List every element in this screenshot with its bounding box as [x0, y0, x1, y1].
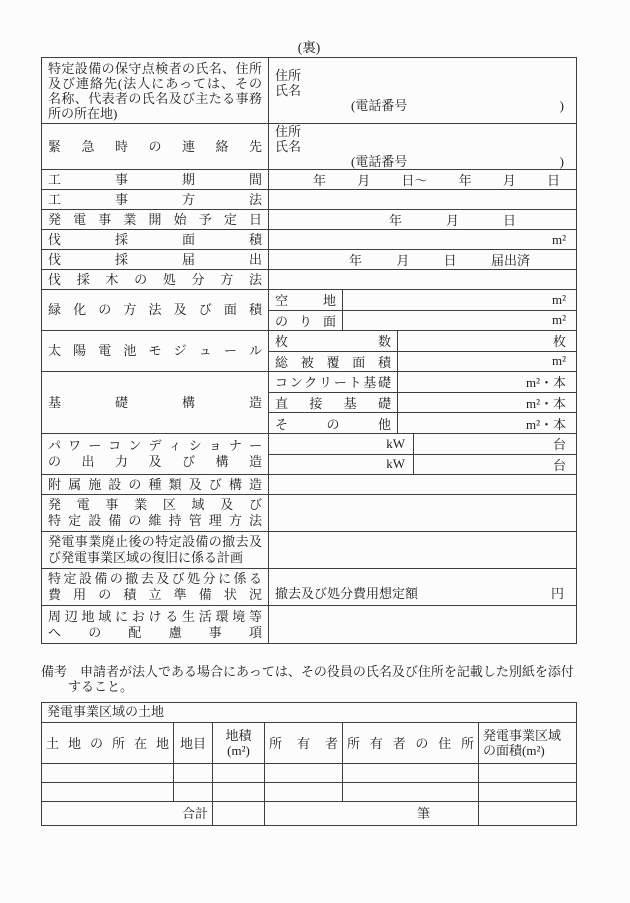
row-attached-facilities [42, 474, 576, 494]
land-table [41, 702, 577, 826]
count-cell [414, 455, 576, 475]
header-parcel-area: 地積 (m²) [213, 723, 265, 763]
sub-value-cell [343, 290, 576, 310]
date-token: 日 [546, 173, 560, 188]
cell-owner [265, 783, 343, 801]
row-maintainer [42, 58, 576, 123]
total-area-cell [213, 802, 265, 825]
row-foundation-structure [42, 371, 576, 433]
greening-sub-table [269, 290, 576, 330]
row-label: 伐 採 木 の 処 分 方 法 [42, 270, 269, 289]
sub-value-cell [343, 311, 576, 331]
date-token: 年 [389, 213, 403, 228]
row-removal-restoration-plan [42, 531, 576, 568]
sub-label: そ の 他 [269, 413, 398, 433]
land-table-footer [42, 801, 576, 825]
row-label: 緊 急 時 の 連 絡 先 [42, 124, 269, 169]
sub-row-unit-1 [269, 434, 576, 454]
sub-label: 空 地 [269, 290, 343, 310]
header-owner: 所 有 者 [265, 723, 343, 763]
row-greening [42, 289, 576, 330]
method-value-cell [269, 190, 576, 209]
cell-parcel-area [213, 764, 265, 782]
row-power-conditioner [42, 433, 576, 474]
unit-label: m²・本 [525, 375, 566, 391]
sub-row-open-land [269, 290, 576, 310]
foundation-sub-table [269, 372, 576, 433]
cost-reserve-value-cell [269, 569, 576, 605]
date-token: 日～ [401, 173, 428, 188]
cell-owner-address [343, 783, 479, 801]
solar-module-sub-table [269, 331, 576, 371]
row-solar-module [42, 330, 576, 371]
total-label: 合計 [42, 802, 213, 825]
cell-category [174, 764, 213, 782]
address-label: 住所 [275, 68, 302, 83]
remarks-note: 備考 申請者が法人である場合にあっては、その役員の氏名及び住所を記載した別紙を添付すること。 [41, 664, 574, 694]
row-construction-period [42, 169, 576, 189]
sub-value-cell [398, 352, 576, 372]
count-unit: 台 [552, 457, 566, 473]
date-token: 月 [502, 173, 516, 188]
row-label: 附 属 施 設 の 種 類 及 び 構 造 [42, 475, 269, 494]
cell-business-area [479, 764, 576, 782]
sub-value-cell [398, 331, 576, 351]
header-category: 地目 [174, 723, 213, 763]
period-value-cell [269, 170, 576, 189]
unit-label: 枚 [552, 334, 566, 350]
kw-cell [269, 434, 414, 454]
row-label: 発 電 事 業 開 始 予 定 日 [42, 210, 269, 229]
removal-plan-value-cell [269, 532, 576, 568]
sub-row-direct [269, 392, 576, 413]
sub-label: 直 接 基 礎 [269, 393, 398, 413]
total-business-area-cell [479, 802, 576, 825]
cell-location [42, 764, 174, 782]
phone-close-paren: ) [559, 98, 564, 113]
row-label: 工 事 期 間 [42, 170, 269, 189]
felling-area-value-cell [269, 230, 576, 249]
row-felling-area [42, 229, 576, 249]
attached-facilities-value-cell [269, 475, 576, 494]
sub-label: 総 被 覆 面 積 [269, 352, 398, 372]
emergency-contact-cell [269, 124, 576, 169]
count-cell [414, 434, 576, 454]
sub-row-slope [269, 310, 576, 331]
row-label: 伐 採 面 積 [42, 230, 269, 249]
count-unit: 台 [552, 437, 566, 453]
kw-unit: kW [386, 435, 405, 451]
header-business-area: 発電事業区域 の面積(m²) [483, 728, 562, 758]
address-label: 住所 [275, 124, 302, 139]
sub-row-unit-2 [269, 454, 576, 475]
sub-row-panel-count [269, 331, 576, 351]
sub-label: の り 面 [269, 311, 343, 331]
phone-line [275, 154, 576, 169]
phone-label: (電話番号 [351, 98, 408, 113]
row-emergency-contact [42, 123, 576, 169]
date-token: 月 [445, 213, 459, 228]
yen-unit: 円 [550, 586, 564, 601]
row-label: 緑 化 の 方 法 及 び 面 積 [42, 290, 269, 330]
environment-value-cell [269, 606, 576, 643]
date-token: 年 [349, 253, 363, 268]
row-felled-tree-disposal [42, 269, 576, 289]
unit-label: m²・本 [525, 416, 566, 432]
sub-value-cell [398, 393, 576, 413]
land-table-header [42, 722, 576, 763]
power-conditioner-sub-table [269, 434, 576, 474]
row-construction-method [42, 189, 576, 209]
cell-parcel-area [213, 783, 265, 801]
area-maintenance-value-cell [269, 495, 576, 531]
cell-category [174, 783, 213, 801]
sub-value-cell [398, 372, 576, 392]
row-business-start-date [42, 209, 576, 229]
cell-business-area [479, 783, 576, 801]
date-token: 月 [357, 173, 371, 188]
cell-location [42, 783, 174, 801]
land-table-row [42, 782, 576, 801]
page-title: (裏) [297, 40, 321, 55]
unit-label: m² [551, 291, 566, 307]
row-label: 特定設備の保守点検者の氏名、住所 及び連絡先(法人にあっては、その 名称、代表者の氏名及び主たる事務 所の所在地) [42, 58, 269, 123]
date-token: 日 [502, 213, 516, 228]
parcel-count-cell: 筆 [265, 802, 479, 825]
cell-owner-address [343, 764, 479, 782]
phone-close-paren: ) [559, 154, 564, 169]
row-area-maintenance [42, 494, 576, 531]
sub-row-concrete [269, 372, 576, 392]
sub-row-covered-area [269, 351, 576, 372]
row-label: 発 電 事 業 区 域 及 び 特 定 設 備 の 維 持 管 理 方 法 [42, 495, 269, 531]
sub-label: 枚 数 [269, 331, 398, 351]
land-table-row [42, 763, 576, 782]
name-label: 氏名 [275, 139, 302, 154]
name-label: 氏名 [275, 83, 302, 98]
unit-label: m²・本 [525, 396, 566, 411]
unit-label: m² [551, 231, 566, 247]
phone-line [275, 98, 576, 113]
row-label: パ ワ ー コ ン デ ィ シ ョ ナ ー の 出 力 及 び 構 造 [42, 434, 269, 474]
row-label: 太 陽 電 池 モ ジ ュ ー ル [42, 331, 269, 371]
cell-owner [265, 764, 343, 782]
row-label: 周辺地域における生活環境等 へ の 配 慮 事 項 [42, 606, 269, 643]
sub-value-cell [398, 413, 576, 433]
sub-label: コンクリート基礎 [269, 372, 398, 392]
notified-label: 届出済 [490, 253, 530, 268]
land-table-caption: 発電事業区域の土地 [47, 704, 165, 719]
phone-label: (電話番号 [351, 154, 408, 169]
row-cost-reserve [42, 568, 576, 605]
felled-tree-disposal-value-cell [269, 270, 576, 289]
date-token: 年 [313, 173, 327, 188]
row-label: 特定設備の撤去及び処分に係る 費 用 の 積 立 準 備 状 況 [42, 569, 269, 605]
row-label: 伐 採 届 出 [42, 250, 269, 269]
header-owner-address: 所 有 者 の 住 所 [343, 723, 479, 763]
row-label: 基 礎 構 造 [42, 372, 269, 433]
unit-label: m² [551, 312, 566, 328]
kw-unit: kW [386, 456, 405, 472]
row-label: 発電事業廃止後の特定設備の撤去及 び発電事業区域の復旧に係る計画 [42, 532, 269, 568]
row-felling-notice [42, 249, 576, 269]
date-token: 月 [396, 253, 410, 268]
date-token: 日 [443, 253, 457, 268]
header-location: 土 地 の 所 在 地 [42, 723, 174, 763]
unit-label: m² [551, 353, 566, 369]
kw-cell [269, 455, 414, 475]
start-date-value-cell [269, 210, 576, 229]
row-label: 工 事 方 法 [42, 190, 269, 209]
row-environment-considerations [42, 605, 576, 643]
maintainer-contact-cell [269, 58, 576, 123]
date-token: 年 [458, 173, 472, 188]
main-form-table [41, 57, 577, 644]
sub-row-other [269, 412, 576, 433]
felling-notice-value-cell [269, 250, 576, 269]
estimated-cost-label: 撤去及び処分費用想定額 [275, 586, 419, 601]
